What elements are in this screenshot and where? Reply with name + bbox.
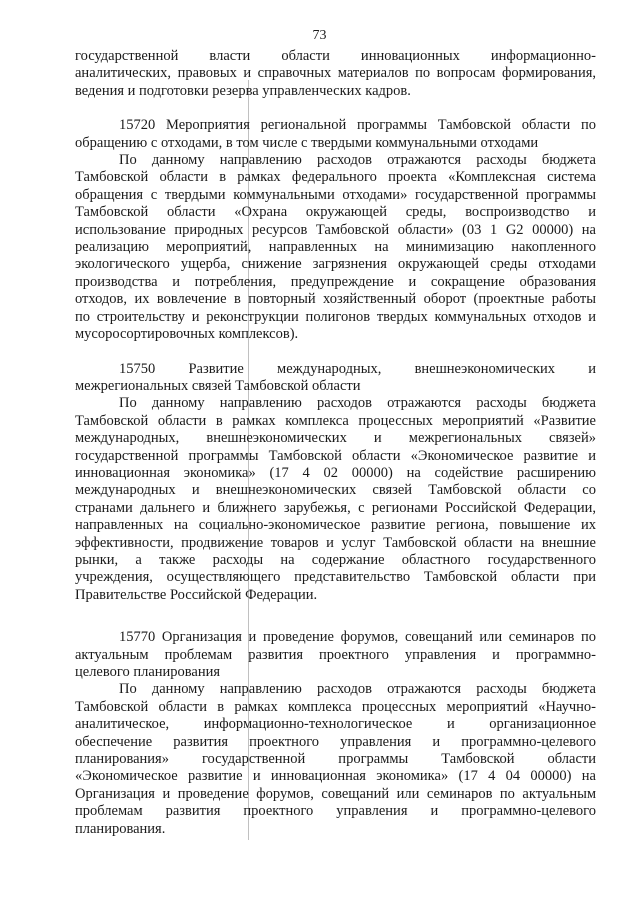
page-number: 73	[312, 28, 327, 43]
text-line: целевого планирования	[75, 664, 221, 680]
text-line: реализацию мероприятий, направленных на минимизацию накопленного	[75, 239, 596, 256]
section-heading-15720	[75, 117, 596, 152]
text-line: обращения с твердыми коммунальными отходами» государственной программы	[75, 186, 596, 203]
paragraph-15750-description	[75, 395, 596, 604]
text-line: планирования.	[75, 820, 166, 837]
text-line: обращению с отходами, в том числе с твердыми коммунальными отходами	[75, 134, 539, 151]
text-line: государственной программы Тамбовской области «Экономическое развитие и	[75, 447, 596, 464]
text-line: экологического ущерба, снижение загрязнения окружающей среды отходами	[75, 256, 596, 273]
text-line: рынки, а также расходы на содержание областного государственного	[75, 551, 596, 568]
document-body	[75, 48, 596, 838]
text-line: Тамбовской области в рамках федерального проекта «Комплексная система	[75, 169, 596, 186]
text-line: эффективности, продвижение товаров и услуг Тамбовской области на внешние	[75, 534, 596, 551]
text-line: направленных на социально-экономическое развитие региона, повышение их	[75, 517, 596, 534]
text-line: актуальным проблемам развития проектного управления и программно-	[75, 646, 596, 663]
text-line: «Экономическое развитие и инновационная экономика» (17 4 04 00000) на	[75, 768, 596, 785]
text-line: 15770 Организация и проведение форумов, совещаний или семинаров по	[119, 629, 596, 646]
text-line: использование природных ресурсов Тамбовской области» (03 1 G2 00000) на	[75, 221, 596, 238]
text-line: ведения и подготовки резерва управленческих кадров.	[75, 82, 411, 99]
text-line: Организация и проведение форумов, совещаний или семинаров по актуальным	[75, 785, 596, 802]
text-line: отходов, их вовлечение в повторный хозяйственный оборот (проектные работы	[75, 291, 596, 308]
text-line: Тамбовской области в рамках комплекса процессных мероприятий «Научно-	[75, 698, 596, 715]
text-line: 15720 Мероприятия региональной программы Тамбовской области по	[119, 117, 596, 134]
paragraph-personnel-reserve	[75, 48, 596, 100]
text-line: По данному направлению расходов отражаются расходы бюджета	[119, 152, 596, 169]
text-line: по строительству и реконструкции полигонов твердых коммунальных отходов и	[75, 308, 596, 325]
text-line: планирования» государственной программы Тамбовской области	[75, 751, 596, 768]
text-line: По данному направлению расходов отражаются расходы бюджета	[119, 681, 596, 698]
section-heading-15770	[75, 629, 596, 681]
text-line: государственной власти области инновационных информационно-	[75, 48, 596, 64]
text-line: производства и потребления, предупреждение и сокращение образования	[75, 273, 596, 290]
paragraph-15720-description	[75, 152, 596, 343]
text-line: международных, внешнеэкономических и межрегиональных связей»	[75, 430, 596, 447]
text-line: аналитическое, информационно-технологическое и организационное	[75, 716, 596, 733]
text-line: Тамбовской области в рамках комплекса процессных мероприятий «Развитие	[75, 412, 596, 429]
text-line: международных и внешнеэкономических связей Тамбовской области со	[75, 482, 596, 499]
text-line: межрегиональных связей Тамбовской области	[75, 377, 361, 394]
text-line: обеспечение развития проектного управления и программно-целевого	[75, 733, 596, 750]
section-heading-15750	[75, 361, 596, 396]
text-line: мусоросортировочных комплексов).	[75, 326, 299, 343]
text-line: аналитических, правовых и справочных материалов по вопросам формирования,	[75, 65, 596, 82]
text-line: Правительстве Российской Федерации.	[75, 586, 318, 603]
text-line: проблемам развития проектного управления и программно-целевого	[75, 803, 596, 820]
text-line: странами дальнего и ближнего зарубежья, с регионами Российской Федерации,	[75, 499, 596, 516]
text-line: инновационная экономика» (17 4 02 00000) на содействие расширению	[75, 464, 596, 481]
text-line: Тамбовской области «Охрана окружающей среды, воспроизводство и	[75, 204, 596, 221]
text-line: учреждения, осуществляющего представительство Тамбовской области при	[75, 569, 596, 586]
paragraph-15770-description	[75, 681, 596, 838]
text-line: По данному направлению расходов отражаются расходы бюджета	[119, 395, 596, 412]
text-line: 15750 Развитие международных, внешнеэкономических и	[119, 360, 596, 377]
